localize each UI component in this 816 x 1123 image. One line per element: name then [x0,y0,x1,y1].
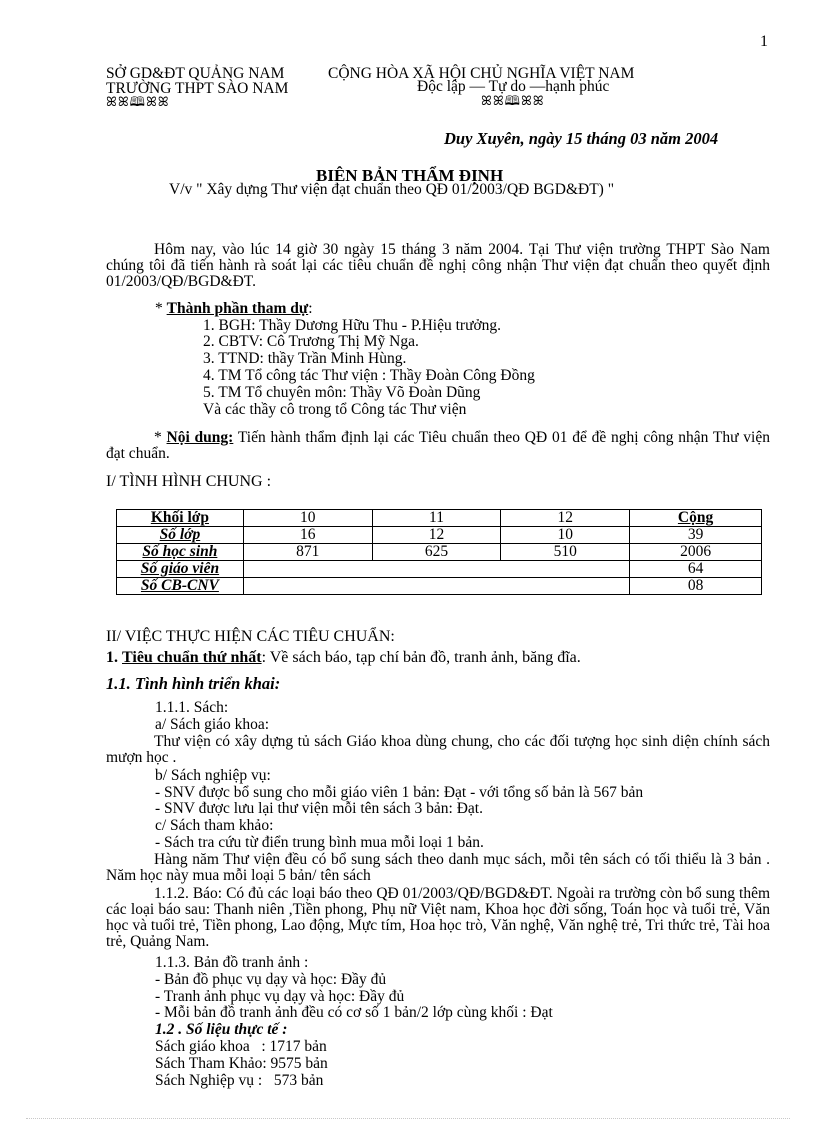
participant-item: 4. TM Tổ công tác Thư viện : Thầy Đoàn Công Đồng [203,367,535,384]
table-cell: 871 [243,544,372,561]
table-header-row [117,510,762,527]
professional-books-line: - SNV được lưu lại thư viện mỗi tên sách 3 bản: Đạt. [155,800,483,817]
row-label: Số CB-CNV [117,578,244,595]
table-total: 08 [630,578,762,595]
table-cell: 16 [243,527,372,544]
table-header: 10 [243,510,372,527]
professional-books-line: - SNV được bổ sung cho mỗi giáo viên 1 bản: Đạt - với tổng số bản là 567 bản [155,784,644,801]
stat-line: Sách Nghiệp vụ : 573 bản [155,1072,324,1089]
page-number: 1 [760,33,768,50]
reference-books-line: - Sách tra cứu từ điển trung bình mua mỗi loại 1 bản. [155,834,484,851]
content-paragraph: * Nội dung: Tiến hành thẩm định lại các Tiêu chuẩn theo QĐ 01 để đề nghị công nhận Thư viện đạt chuẩn. [106,429,770,462]
table-row [117,561,762,578]
maps-heading: 1.1.3. Bản đồ tranh ảnh : [155,954,309,971]
participant-item: 5. TM Tổ chuyên môn: Thầy Võ Đoàn Dũng [203,384,481,401]
header-motto: Độc lập — Tự do —hạnh phúc [417,78,610,95]
header-department: SỞ GD&ĐT QUẢNG NAM [106,65,285,82]
row-label: Số giáo viên [117,561,244,578]
maps-line: - Mỗi bản đồ tranh ảnh đều có cơ số 1 bản/2 lớp cùng khối : Đạt [155,1004,553,1021]
general-stats-table [116,509,762,595]
participant-item: Và các thầy cô trong tổ Công tác Thư viện [203,401,467,418]
professional-books-heading: b/ Sách nghiệp vụ: [155,767,271,784]
table-header: Khối lớp [117,510,244,527]
participant-item: 3. TTND: thầy Trần Minh Hùng. [203,350,407,367]
document-subtitle: V/v " Xây dựng Thư viện đạt chuẩn theo QĐ 01/2003/QĐ BGD&ĐT) " [169,181,615,198]
header-left-ornament: ꕤꕤ🕮ꕤꕤ [106,94,170,109]
participant-item: 1. BGH: Thầy Dương Hữu Thu - P.Hiệu trưởng. [203,317,502,334]
criterion1-label: Tiêu chuẩn thứ nhất [122,649,262,666]
page-bottom-divider [26,1118,790,1119]
table-merged-cell [243,561,629,578]
table-total: 2006 [630,544,762,561]
section1-heading: I/ TÌNH HÌNH CHUNG : [106,473,272,490]
maps-line: - Tranh ảnh phục vụ dạy và học: Đầy đủ [155,988,405,1005]
table-cell: 510 [501,544,630,561]
textbooks-heading: a/ Sách giáo khoa: [155,716,270,733]
newspapers-paragraph: 1.1.2. Báo: Có đủ các loại báo theo QĐ 01/2003/QĐ/BGD&ĐT. Ngoài ra trường còn bổ sung thêm các loại báo sau: Thanh niên ,Tiền phong, Phụ nữ Việt nam, Khoa học đời sống, Toán học và tuổi trẻ, Văn học và tuổi trẻ, Tiền phong, Lao động, Mực tím, Hoa học trò, Văn nghệ, Văn nghệ trẻ, Tri thức trẻ, Tài hoa trẻ, Quảng Nam. [106,885,770,950]
participants-label: Thành phần tham dự [166,300,309,317]
date-line: Duy Xuyên, ngày 15 tháng 03 năm 2004 [444,129,719,148]
table-row [117,578,762,595]
table-header: 11 [372,510,501,527]
stat-line: Sách giáo khoa : 1717 bản [155,1038,327,1055]
content-label: Nội dung: [166,429,234,446]
criterion1-text: : Về sách báo, tạp chí bản đồ, tranh ảnh, băng đĩa. [261,649,581,666]
criterion1-number: 1. [106,649,118,666]
subsection-1-1-heading: 1.1. Tình hình triển khai: [106,674,281,693]
table-row [117,544,762,561]
criterion1-line [106,650,581,666]
header-right-ornament: ꕤꕤ🕮ꕤꕤ [481,93,545,108]
table-cell: 625 [372,544,501,561]
header-republic: CỘNG HÒA XÃ HỘI CHỦ NGHĨA VIỆT NAM [328,65,635,82]
reference-books-heading: c/ Sách tham khảo: [155,817,274,834]
table-row [117,527,762,544]
subsection-1-2-heading: 1.2 . Số liệu thực tế : [155,1021,288,1038]
content-text: Tiến hành thẩm định lại các Tiêu chuẩn theo QĐ 01 để đề nghị công nhận Thư viện đạt chuẩn. [106,429,770,462]
maps-line: - Bản đồ phục vụ dạy và học: Đầy đủ [155,971,387,988]
section2-heading: II/ VIỆC THỰC HIỆN CÁC TIÊU CHUẨN: [106,628,395,645]
table-header: 12 [501,510,630,527]
textbooks-text: Thư viện có xây dựng tủ sách Giáo khoa dùng chung, cho các đối tượng học sinh diện chính sách mượn học . [106,733,770,766]
stat-line: Sách Tham Khảo: 9575 bản [155,1055,328,1072]
table-total: 64 [630,561,762,578]
table-header: Cộng [630,510,762,527]
table-merged-cell [243,578,629,595]
header-school: TRƯỜNG THPT SÀO NAM [106,80,289,97]
table-total: 39 [630,527,762,544]
participant-item: 2. CBTV: Cô Trương Thị Mỹ Nga. [203,333,419,350]
intro-paragraph: Hôm nay, vào lúc 14 giờ 30 ngày 15 tháng 3 năm 2004. Tại Thư viện trường THPT Sào Nam chúng tôi đã tiến hành rà soát lại các tiêu chuẩn đề nghị công nhận Thư viện đạt chuẩn theo quyết định 01/2003/QĐ/BGD&ĐT. [106,241,770,290]
row-label: Số lớp [117,527,244,544]
table-cell: 10 [501,527,630,544]
document-title: BIÊN BẢN THẨM ĐỊNH [316,166,504,185]
participants-heading: * Thành phần tham dự: [155,300,313,317]
table-cell: 12 [372,527,501,544]
reference-books-text: Hàng năm Thư viện đều có bổ sung sách theo danh mục sách, mỗi tên sách có tối thiểu là 3 bản . Năm học này mua mỗi loại 5 bản/ tên sách [106,851,770,884]
books-heading: 1.1.1. Sách: [155,699,229,716]
row-label: Số học sinh [117,544,244,561]
